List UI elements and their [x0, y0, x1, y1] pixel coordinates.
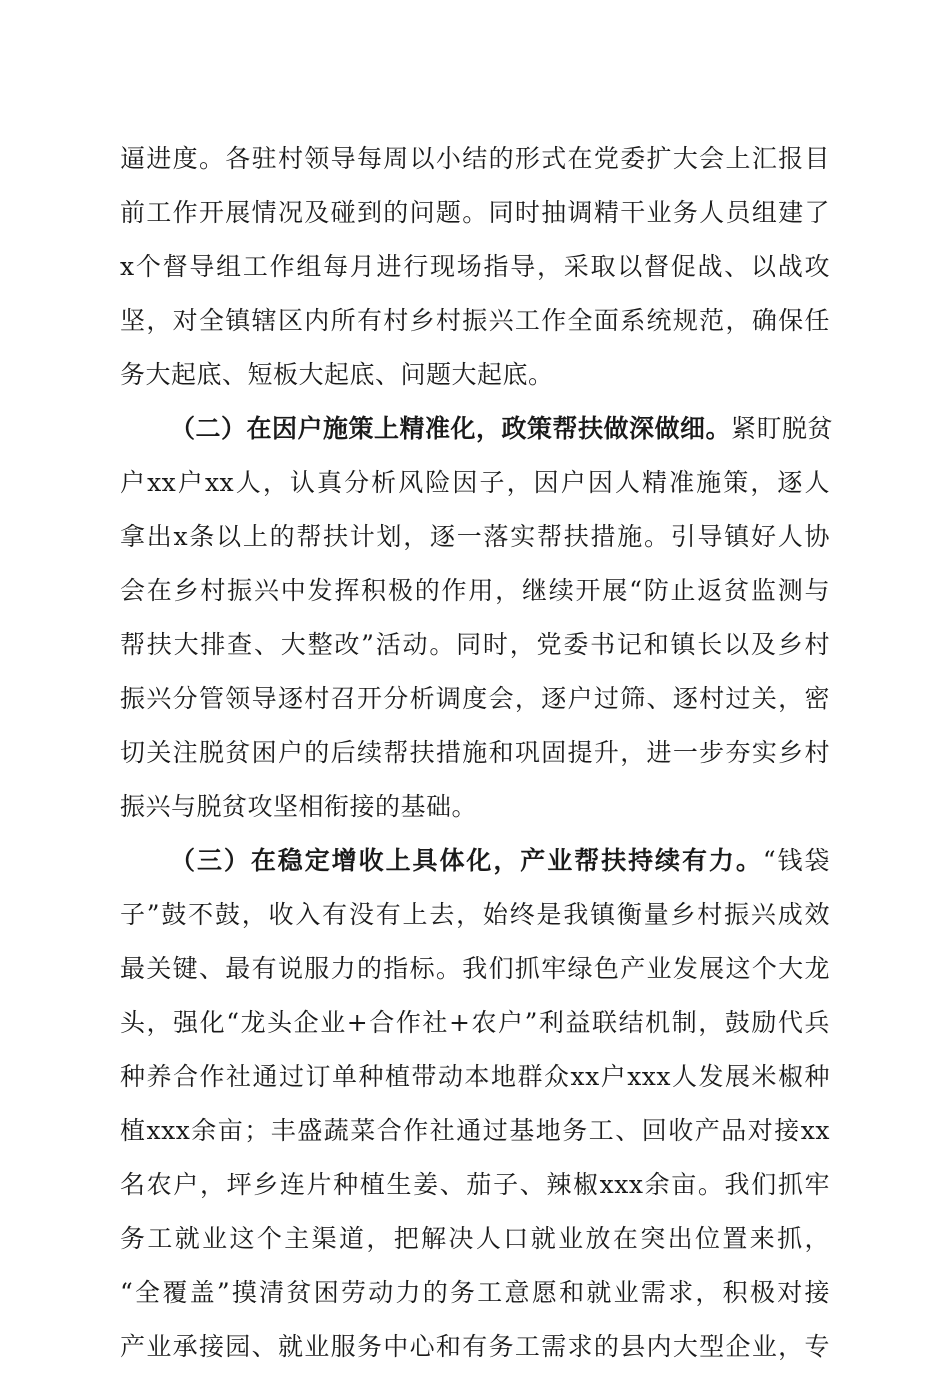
paragraph-line: “全覆盖”摸清贫困劳动力的务工意愿和就业需求，积极对接	[120, 1278, 830, 1307]
paragraph-line: 振兴分管领导逐村召开分析调度会，逐户过筛、逐村过关，密	[120, 684, 830, 713]
section-heading-line	[120, 402, 834, 456]
paragraph-line: 前工作开展情况及碰到的问题。同时抽调精干业务人员组建了	[120, 198, 830, 227]
paragraph-line: 坚，对全镇辖区内所有村乡村振兴工作全面系统规范，确保任	[120, 306, 830, 335]
paragraph-line: 植xxx余亩；丰盛蔬菜合作社通过基地务工、回收产品对接xx	[120, 1116, 830, 1145]
paragraph-text: “钱袋	[762, 846, 831, 875]
paragraph-line: 逼进度。各驻村领导每周以小结的形式在党委扩大会上汇报目	[120, 144, 830, 173]
paragraph-text: 紧盯脱贫	[731, 414, 834, 443]
paragraph-line: 振兴与脱贫攻坚相衔接的基础。	[120, 792, 478, 821]
paragraph-line: 种养合作社通过订单种植带动本地群众xx户xxx人发展米椒种	[120, 1062, 830, 1091]
paragraph-line: 产业承接园、就业服务中心和有务工需求的县内大型企业，专	[120, 1332, 830, 1361]
paragraph-line: 子”鼓不鼓，收入有没有上去，始终是我镇衡量乡村振兴成效	[120, 900, 830, 929]
paragraph-line: 切关注脱贫困户的后续帮扶措施和巩固提升，进一步夯实乡村	[120, 738, 830, 767]
paragraph-line: 户xx户xx人，认真分析风险因子，因户因人精准施策，逐人	[120, 468, 830, 497]
paragraph-line: x个督导组工作组每月进行现场指导，采取以督促战、以战攻	[120, 252, 830, 281]
section-heading: （二）在因户施策上精准化，政策帮扶做深做细。	[170, 414, 732, 443]
paragraph-line: 拿出x条以上的帮扶计划，逐一落实帮扶措施。引导镇好人协	[120, 522, 830, 551]
paragraph-line: 帮扶大排查、大整改”活动。同时，党委书记和镇长以及乡村	[120, 630, 830, 659]
section-heading-line	[120, 834, 830, 888]
document-body	[120, 132, 834, 1374]
paragraph-line: 会在乡村振兴中发挥积极的作用，继续开展“防止返贫监测与	[120, 576, 830, 605]
paragraph-line: 务工就业这个主渠道，把解决人口就业放在突出位置来抓，	[120, 1224, 830, 1253]
paragraph-line: 头，强化“龙头企业+合作社+农户”利益联结机制，鼓励代兵	[120, 1008, 830, 1037]
paragraph-line: 最关键、最有说服力的指标。我们抓牢绿色产业发展这个大龙	[120, 954, 830, 983]
section-heading: （三）在稳定增收上具体化，产业帮扶持续有力。	[170, 846, 763, 875]
paragraph-line: 名农户，坪乡连片种植生姜、茄子、辣椒xxx余亩。我们抓牢	[120, 1170, 830, 1199]
paragraph-line: 务大起底、短板大起底、问题大起底。	[120, 360, 554, 389]
